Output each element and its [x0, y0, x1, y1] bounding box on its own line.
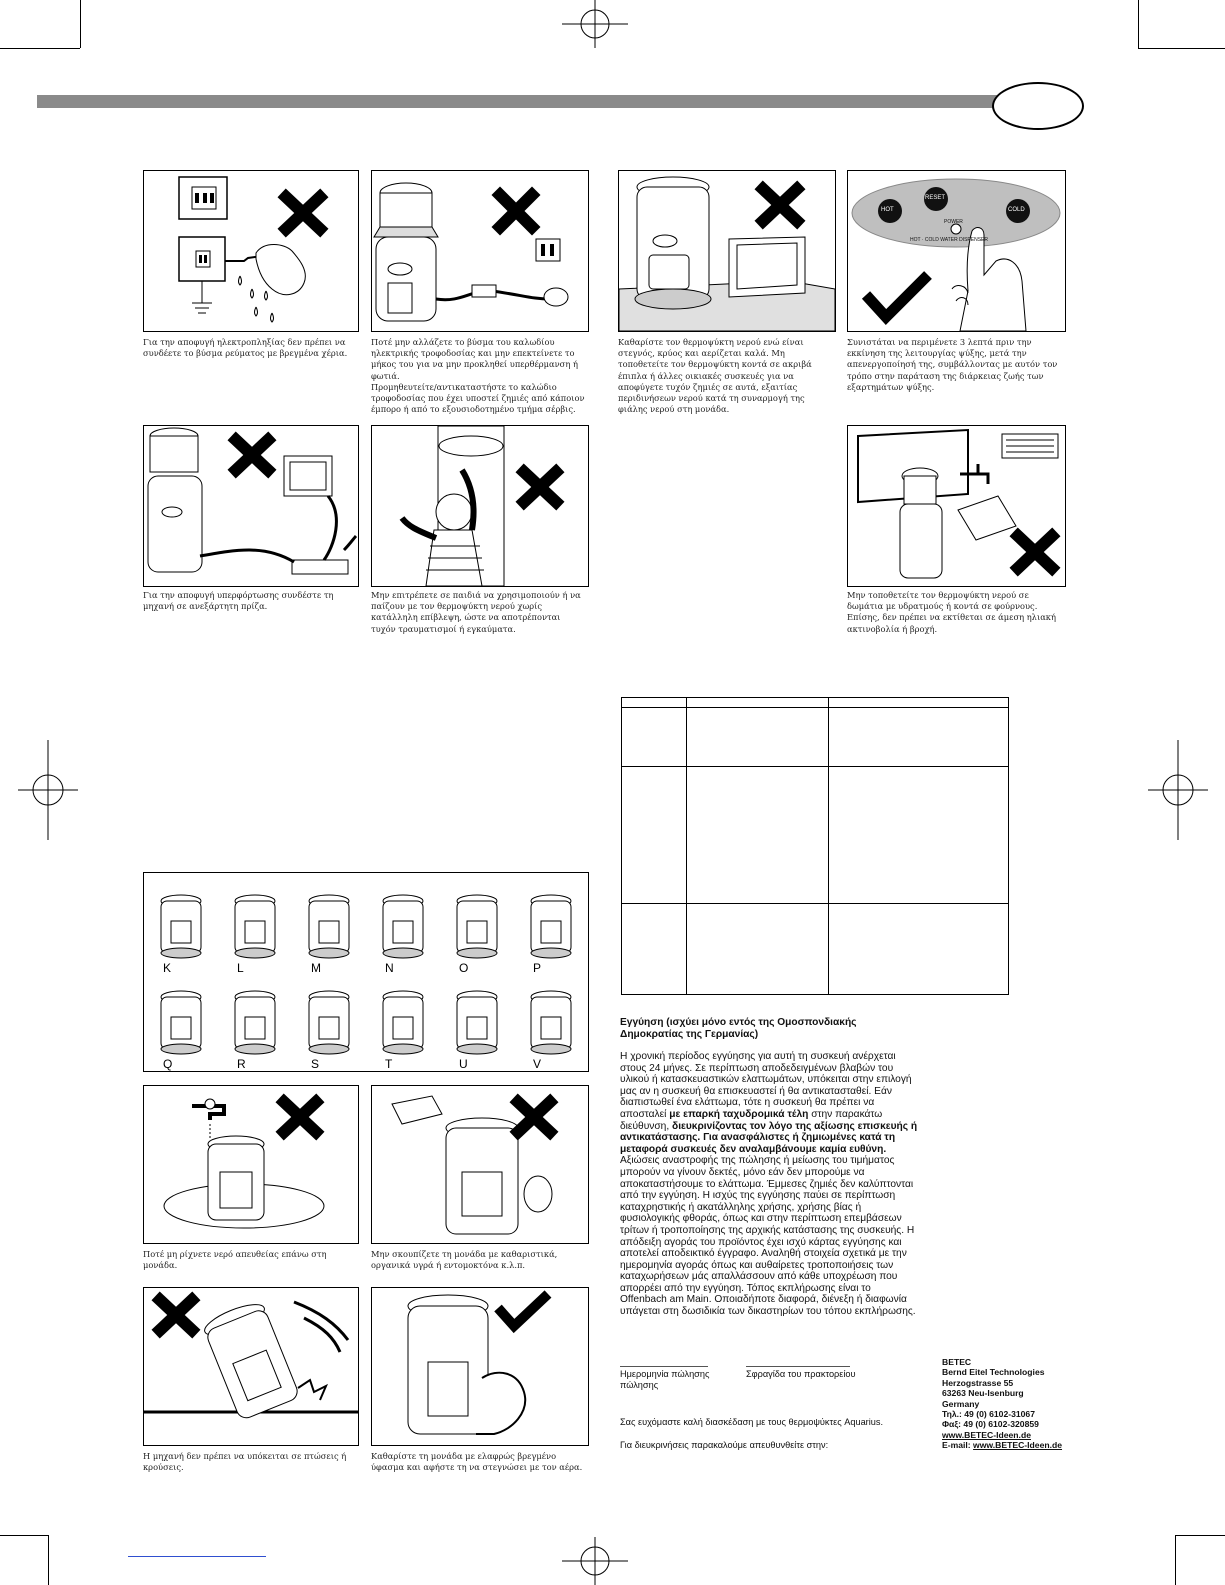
crop-mark — [48, 1535, 49, 1585]
warranty-bold-reason: διευκρινίζοντας τον λόγο της αξίωσης επισκευής ή αντικατάστασης. Για ανασφάλιστες ή ζημιωμένες κατά τη μεταφορά συσκευές δεν αναλαμβάνουμε καμία ευθύνη. — [620, 1120, 918, 1155]
caption-clean-cloth: Καθαρίστε τη μονάδα με ελαφρώς βρεγμένο ύφασμα και αφήστε τη να στεγνώσει με τον αέρα. — [371, 1451, 583, 1473]
step-letter: T — [385, 1057, 393, 1071]
illustration-children — [371, 425, 589, 587]
step-q — [161, 991, 201, 1071]
website-link[interactable]: www.BETEC-Ideen.de — [942, 1429, 1031, 1440]
warranty-title: Εγγύηση (ισχύει μόνο εντός της Ομοσπονδιακής Δημοκρατίας της Γερμανίας) — [620, 1017, 857, 1040]
step-letter: R — [237, 1057, 246, 1071]
cross-icon — [286, 197, 320, 229]
caption-children: Μην επιτρέπετε σε παιδιά να χρησιμοποιούν ή να παίζουν με τον θερμοψύκτη νερού χωρίς κατάλληλη επίβλεψη, ώστε να αποτρέπονται τυχόν τραυματισμοί ή εγκαύματα. — [371, 590, 581, 634]
caption-ventilation: Καθαρίστε τον θερμοψύκτη νερού ενώ είναι στεγνός, κρύος και αερίζεται καλά. Μη τοποθετείτε τον θερμοψύκτη κοντά σε ακριβά έπιπλα ή άλλες οικιακές συσκευές για να αποφύγετε τυχόν ζημιές σε αυτά, εξαιτίας περιδινήσεων νερού κατά τη συναρμογή της φιάλης νερού στη μονάδα. — [618, 337, 812, 415]
crop-mark — [80, 0, 81, 48]
cross-icon — [518, 1102, 550, 1132]
step-letter: U — [459, 1057, 468, 1071]
step-n — [383, 895, 423, 975]
step-letter: V — [533, 1057, 542, 1071]
illustration-no-water-on-unit — [143, 1085, 359, 1244]
step-letter: M — [311, 961, 321, 975]
caption-no-water: Ποτέ μη ρίχνετε νερό απευθείας επάνω στη μονάδα. — [143, 1249, 327, 1271]
step-o — [457, 895, 497, 975]
step-r — [235, 991, 275, 1071]
crop-mark — [1175, 1535, 1225, 1536]
illustration-cord-extension — [371, 170, 589, 332]
step-m — [309, 895, 349, 975]
illustration-no-shocks — [143, 1287, 359, 1446]
step-u — [457, 991, 497, 1071]
illustration-bottle-steps — [143, 872, 589, 1072]
caption-no-chemicals: Μην σκουπίζετε τη μονάδα με καθαριστικά, οργανικά υγρά ή εντομοκτόνα κ.λ.π. — [371, 1249, 558, 1271]
troubleshooting-table — [621, 697, 1009, 995]
blue-rule — [128, 1556, 266, 1557]
illustration-humid-room — [847, 425, 1066, 587]
cross-icon — [236, 440, 268, 470]
wish-text: Σας ευχόμαστε καλή διασκέδαση με τους θερμοψύκτες Aquarius. — [620, 1417, 884, 1427]
email-link[interactable]: www.BETEC-Ideen.de — [973, 1440, 1063, 1451]
caption-no-shocks: Η μηχανή δεν πρέπει να υπόκειται σε πτώσεις ή κρούσεις. — [143, 1451, 347, 1473]
illustration-control-panel — [847, 170, 1066, 332]
caption-overload: Για την αποφυγή υπερφόρτωσης συνδέστε τη μηχανή σε ανεξάρτητη πρίζα. — [143, 590, 334, 612]
step-letter: S — [311, 1057, 320, 1071]
crop-mark — [1138, 0, 1139, 48]
label-hot: HOT — [881, 207, 894, 213]
registration-mark-top — [562, 0, 628, 48]
caption-wet-hands: Για την αποφυγή ηλεκτροπληξίας δεν πρέπει να συνδέετε το βύσμα ρεύματος με βρεγμένα χέρια. — [143, 337, 348, 359]
stamp-rule — [746, 1366, 850, 1367]
illustration-overload — [143, 425, 359, 587]
step-p — [531, 895, 571, 975]
step-letter: O — [459, 961, 469, 975]
sale-date-label: Ημερομηνία πώλησης πώλησης — [620, 1369, 710, 1390]
crop-mark — [0, 48, 80, 49]
cross-icon — [1018, 536, 1052, 568]
step-letter: L — [237, 961, 244, 975]
language-tab — [992, 82, 1084, 130]
illustration-wet-hands-plug — [143, 170, 359, 332]
cross-icon — [500, 195, 532, 227]
header-bar — [37, 95, 997, 108]
label-cold: COLD — [1008, 207, 1025, 213]
illustration-near-furniture — [618, 170, 836, 332]
cross-icon — [160, 1300, 192, 1330]
label-reset: RESET — [925, 195, 946, 201]
step-letter: K — [163, 961, 172, 975]
step-l — [235, 895, 275, 975]
label-power: POWER — [944, 219, 963, 225]
caption-wait-3-min: Συνιστάται να περιμένετε 3 λεπτά πριν την εκκίνηση της λειτουργίας ψύξης, μετά την απενεργοποίησή της, συμβάλλοντας με αυτόν τον τρόπο στην παράταση της διάρκειας ζωής των εξαρτημάτων ψύξης. — [847, 337, 1058, 392]
registration-mark-left — [18, 740, 78, 840]
illustration-no-chemicals — [371, 1085, 589, 1244]
caption-cord: Ποτέ μην αλλάζετε το βύσμα του καλωδίου ηλεκτρικής τροφοδοσίας και μην επεκτείνετε το μήκος του για να μην προκληθεί υπερθέρμανση ή φωτιά. Προμηθευτείτε/αντικαταστήστε το καλώδιο τροφοδοσίας που έχει υποστεί ζημιές από κάποιον έμπορο ή από το εξουσιοδοτημένο τμήμα σέρβις. — [371, 337, 585, 415]
illustration-clean-damp-cloth — [371, 1287, 589, 1446]
contact-text: Για διευκρινήσεις παρακαλούμε απευθυνθείτε στην: — [620, 1440, 829, 1450]
cross-icon — [763, 189, 797, 221]
cross-icon — [284, 1102, 316, 1132]
step-s — [309, 991, 349, 1071]
registration-mark-bottom — [562, 1537, 628, 1585]
step-v — [531, 991, 571, 1071]
sale-date-rule — [620, 1366, 708, 1367]
step-letter: P — [533, 961, 542, 975]
label-dispenser: HOT · COLD WATER DISPENSER — [910, 237, 988, 243]
caption-humid-room: Μην τοποθετείτε τον θερμοψύκτη νερού σε δωμάτια με υδρατμούς ή κοντά σε φούρνους. Επίσης, δεν πρέπει να εκτίθεται σε άμεση ηλιακή ακτινοβολία ή βροχή. — [847, 590, 1056, 634]
registration-mark-right — [1148, 740, 1208, 840]
crop-mark — [1175, 1535, 1176, 1585]
step-k — [161, 895, 201, 975]
warranty-bold-postage: με επαρκή ταχυδρομικά τέλη — [669, 1108, 809, 1120]
step-letter: N — [385, 961, 394, 975]
warranty-body: Η χρονική περίοδος εγγύησης για αυτή τη συσκευή ανέρχεται στους 24 μήνες. Σε περίπτωση αποδεδειγμένων βλαβών του υλικού ή κατασκευαστικών ελαττωμάτων, υπόκειται στην επιλογή μας αν η συσκευή θα επισκευαστεί ή θα αντικατασταθεί. Εάν διαπιστωθεί ένα ελάττωμα, τότε η συσκευή θα πρέπει να αποσταλεί με επαρκή ταχυδρομικά τέλη στην παρακάτω διεύθυνση, διευκρινίζοντας τον λόγο της αξίωσης επισκευής ή αντικατάστασης. Για ανασφάλιστες ή ζημιωμένες κατά τη μεταφορά συσκευές δεν αναλαμβάνουμε καμία ευθύνη. Αξιώσεις αναστροφής της πώλησης ή μείωσης του τιμήματος μπορούν να γίνουν δεκτές, μόνο εάν δεν μπορούμε να αποκαταστήσουμε το ελάττωμα. Έμμεσες ζημιές δεν καλύπτονται από την εγγύηση. Η ισχύς της εγγύησης παύει σε περίπτωση καταχρηστικής ή ακατάλληλης χρήσης, χρήσης βίας ή φυσιολογικής φθοράς, όπως και στην περίπτωση επεμβάσεων τρίτων ή τροποποίησης της αρχικής κατάστασης της συσκευής. Η απόδειξη αγοράς του προϊόντος έχει ισχύ κάρτας εγγύησης και αποτελεί αποδεικτικό έγγραφο. Αναληθή στοιχεία σχετικά με την ημερομηνία αγοράς όπως και αυθαίρετες τροποποιήσεις των καταχωρήσεων μάς απαλλάσσουν από κάθε υποχρέωση που απορρέει από την εγγύηση. Τόπος εκπλήρωσης είναι το Offenbach am Main. Οποιαδήποτε διαφορά, διένεξη ή διαφωνία υπάγεται στη δωσιδικία των δικαστηρίων του τόπου εκπλήρωσης. — [620, 1051, 918, 1318]
company-address: BETEC Bernd Eitel Technologies Herzogstrasse 55 63263 Neu-Isenburg Germany Τηλ.: 49 (0) 6102-31067 Φαξ: 49 (0) 6102-320859 www.BETEC-Ideen.de E-mail: www.BETEC-Ideen.de — [942, 1357, 1063, 1451]
stamp-label: Σφραγίδα του πρακτορείου — [746, 1369, 856, 1379]
step-letter: Q — [163, 1057, 173, 1071]
crop-mark — [0, 1535, 48, 1536]
crop-mark — [1138, 48, 1225, 49]
cross-icon — [524, 472, 556, 502]
step-t — [383, 991, 423, 1071]
